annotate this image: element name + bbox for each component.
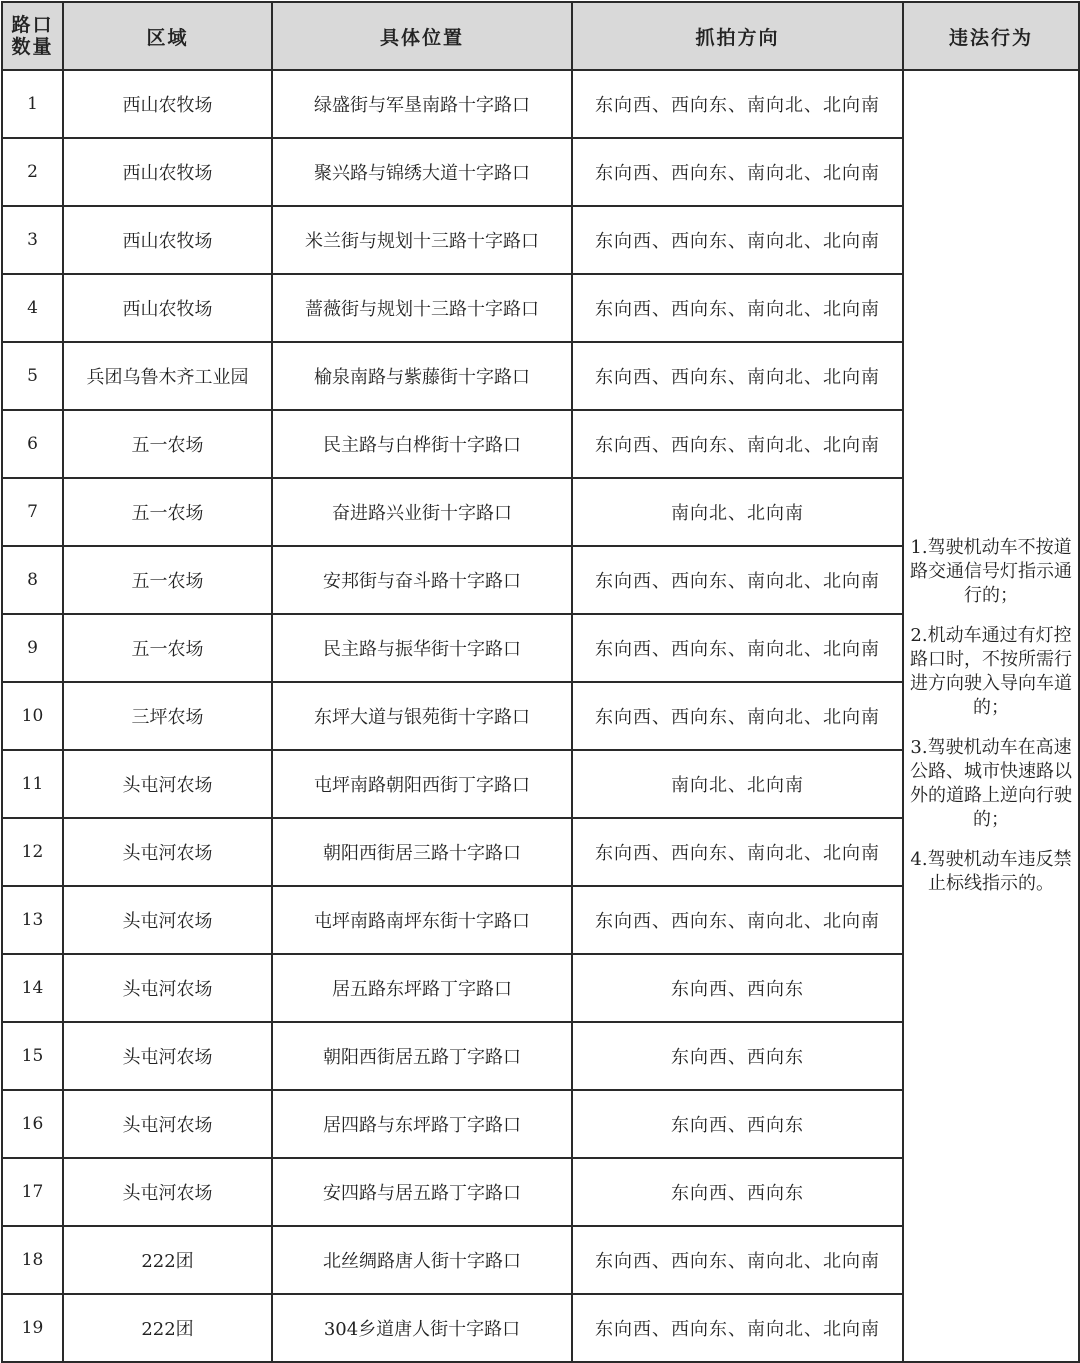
row-direction: 东向西、西向东 — [572, 1090, 903, 1158]
row-number: 2 — [2, 138, 63, 206]
row-number: 12 — [2, 818, 63, 886]
row-area: 西山农牧场 — [63, 70, 272, 138]
row-number: 18 — [2, 1226, 63, 1294]
row-number: 1 — [2, 70, 63, 138]
row-direction: 东向西、西向东、南向北、北向南 — [572, 614, 903, 682]
row-area: 三坪农场 — [63, 682, 272, 750]
header-area: 区域 — [63, 2, 272, 70]
row-location: 米兰街与规划十三路十字路口 — [272, 206, 572, 274]
violation-list — [903, 70, 1079, 1362]
row-direction: 东向西、西向东、南向北、北向南 — [572, 818, 903, 886]
row-direction: 东向西、西向东、南向北、北向南 — [572, 206, 903, 274]
header-count-line2: 数量 — [11, 36, 54, 58]
header-direction: 抓拍方向 — [572, 2, 903, 70]
row-location: 屯坪南路南坪东街十字路口 — [272, 886, 572, 954]
row-number: 15 — [2, 1022, 63, 1090]
row-direction: 东向西、西向东 — [572, 1022, 903, 1090]
row-number: 17 — [2, 1158, 63, 1226]
row-location: 榆泉南路与紫藤街十字路口 — [272, 342, 572, 410]
row-number: 5 — [2, 342, 63, 410]
row-direction: 东向西、西向东、南向北、北向南 — [572, 274, 903, 342]
row-area: 五一农场 — [63, 410, 272, 478]
row-number: 9 — [2, 614, 63, 682]
row-area: 西山农牧场 — [63, 206, 272, 274]
row-number: 10 — [2, 682, 63, 750]
header-count — [2, 2, 63, 70]
row-number: 8 — [2, 546, 63, 614]
row-number: 7 — [2, 478, 63, 546]
row-direction: 东向西、西向东、南向北、北向南 — [572, 1226, 903, 1294]
row-number: 4 — [2, 274, 63, 342]
row-location: 居四路与东坪路丁字路口 — [272, 1090, 572, 1158]
row-location: 北丝绸路唐人街十字路口 — [272, 1226, 572, 1294]
row-location: 民主路与振华街十字路口 — [272, 614, 572, 682]
row-location: 东坪大道与银苑街十字路口 — [272, 682, 572, 750]
row-location: 聚兴路与锦绣大道十字路口 — [272, 138, 572, 206]
row-area: 头屯河农场 — [63, 1090, 272, 1158]
row-location: 绿盛街与军垦南路十字路口 — [272, 70, 572, 138]
row-location: 304乡道唐人街十字路口 — [272, 1294, 572, 1362]
row-number: 6 — [2, 410, 63, 478]
row-location: 朝阳西街居五路丁字路口 — [272, 1022, 572, 1090]
row-number: 14 — [2, 954, 63, 1022]
violation-item: 3.驾驶机动车在高速公路、城市快速路以外的道路上逆向行驶的； — [910, 737, 1072, 830]
row-area: 五一农场 — [63, 478, 272, 546]
row-area: 222团 — [63, 1226, 272, 1294]
header-row — [2, 2, 1079, 70]
row-direction: 东向西、西向东、南向北、北向南 — [572, 70, 903, 138]
violation-item: 4.驾驶机动车违反禁止标线指示的。 — [910, 849, 1072, 894]
row-location: 居五路东坪路丁字路口 — [272, 954, 572, 1022]
violation-item: 2.机动车通过有灯控路口时，不按所需行进方向驶入导向车道的； — [910, 625, 1072, 718]
row-direction: 东向西、西向东、南向北、北向南 — [572, 410, 903, 478]
row-area: 五一农场 — [63, 546, 272, 614]
row-direction: 南向北、北向南 — [572, 478, 903, 546]
row-area: 头屯河农场 — [63, 954, 272, 1022]
row-area: 头屯河农场 — [63, 1022, 272, 1090]
row-direction: 东向西、西向东 — [572, 1158, 903, 1226]
row-number: 3 — [2, 206, 63, 274]
header-location: 具体位置 — [272, 2, 572, 70]
row-area: 头屯河农场 — [63, 1158, 272, 1226]
violation-item: 1.驾驶机动车不按道路交通信号灯指示通行的； — [910, 537, 1072, 606]
header-violation: 违法行为 — [903, 2, 1079, 70]
row-number: 11 — [2, 750, 63, 818]
row-location: 安四路与居五路丁字路口 — [272, 1158, 572, 1226]
row-direction: 东向西、西向东、南向北、北向南 — [572, 546, 903, 614]
row-direction: 东向西、西向东、南向北、北向南 — [572, 138, 903, 206]
row-area: 222团 — [63, 1294, 272, 1362]
row-location: 屯坪南路朝阳西街丁字路口 — [272, 750, 572, 818]
row-number: 19 — [2, 1294, 63, 1362]
row-direction: 东向西、西向东、南向北、北向南 — [572, 342, 903, 410]
row-area: 头屯河农场 — [63, 818, 272, 886]
row-direction: 南向北、北向南 — [572, 750, 903, 818]
table-row — [2, 70, 1079, 138]
row-direction: 东向西、西向东 — [572, 954, 903, 1022]
row-direction: 东向西、西向东、南向北、北向南 — [572, 1294, 903, 1362]
row-direction: 东向西、西向东、南向北、北向南 — [572, 682, 903, 750]
row-direction: 东向西、西向东、南向北、北向南 — [572, 886, 903, 954]
row-area: 五一农场 — [63, 614, 272, 682]
row-location: 安邦街与奋斗路十字路口 — [272, 546, 572, 614]
row-number: 16 — [2, 1090, 63, 1158]
row-area: 西山农牧场 — [63, 274, 272, 342]
row-location: 奋进路兴业街十字路口 — [272, 478, 572, 546]
row-location: 蔷薇街与规划十三路十字路口 — [272, 274, 572, 342]
row-area: 头屯河农场 — [63, 750, 272, 818]
row-area: 西山农牧场 — [63, 138, 272, 206]
row-area: 兵团乌鲁木齐工业园 — [63, 342, 272, 410]
row-area: 头屯河农场 — [63, 886, 272, 954]
intersection-table — [1, 1, 1080, 1363]
header-count-line1: 路口 — [11, 14, 54, 36]
row-location: 民主路与白桦街十字路口 — [272, 410, 572, 478]
row-location: 朝阳西街居三路十字路口 — [272, 818, 572, 886]
row-number: 13 — [2, 886, 63, 954]
